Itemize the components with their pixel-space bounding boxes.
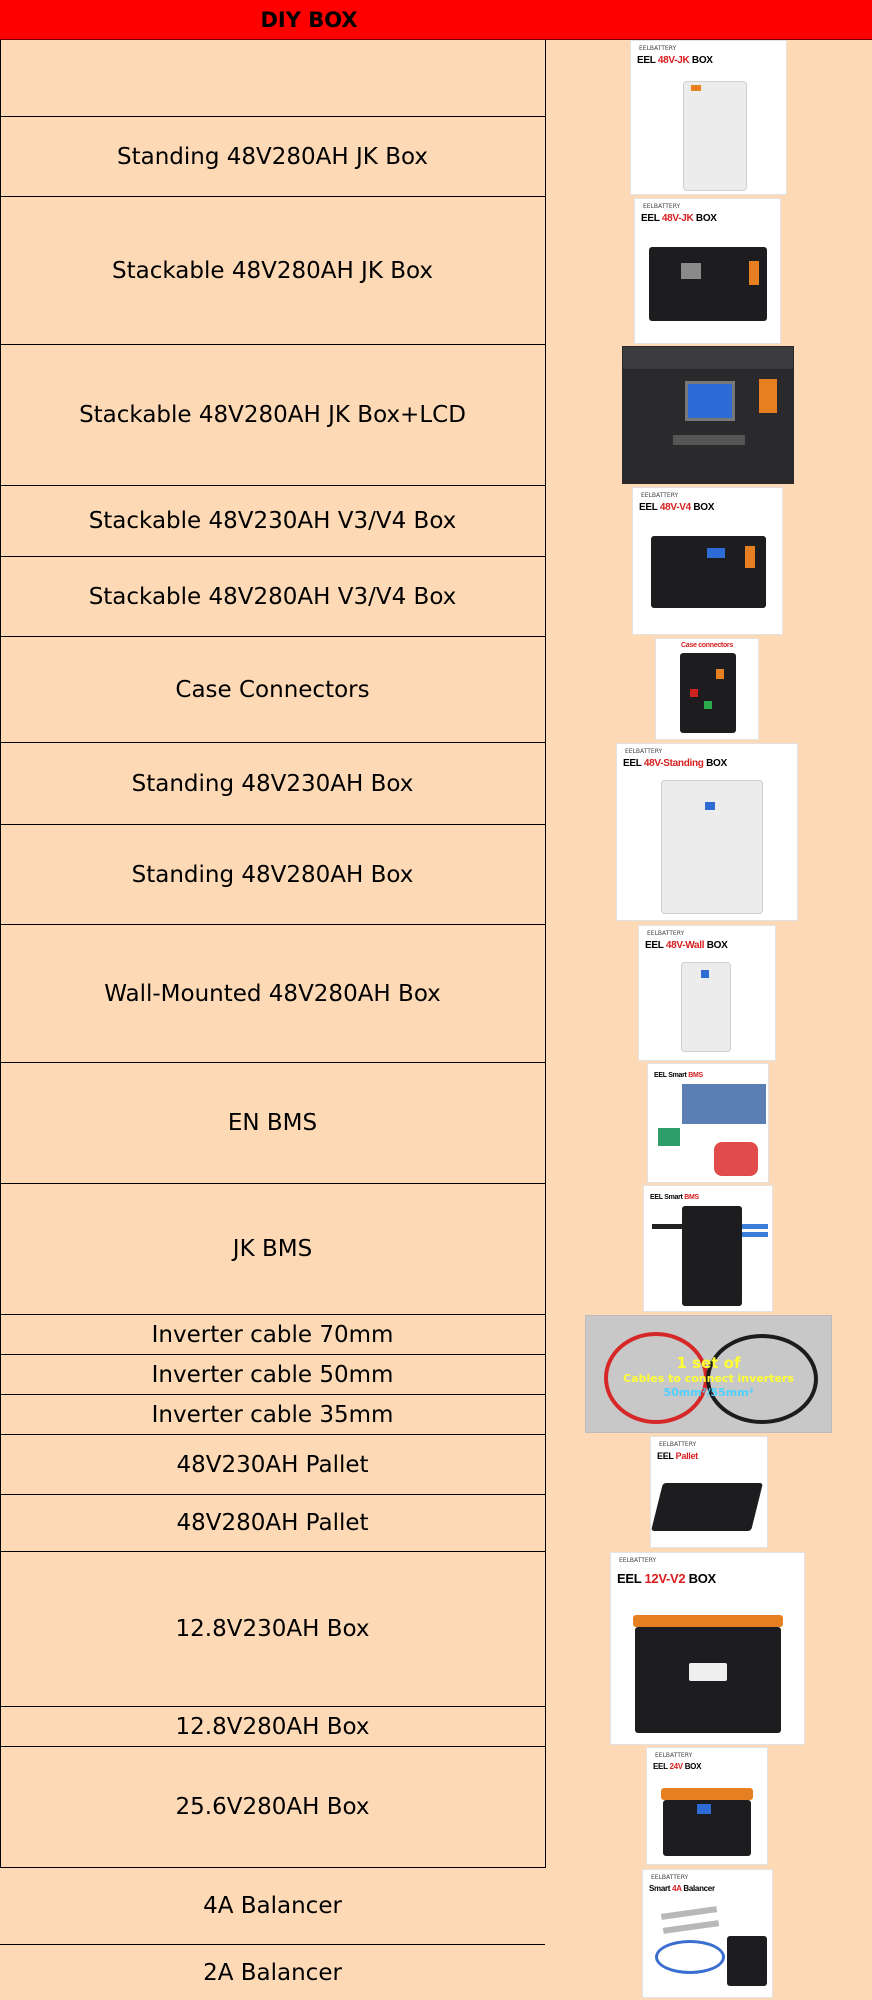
table-header [0,0,872,40]
row-label: 2A Balancer [203,1959,342,1986]
product-title: Case connectors [681,642,733,649]
table-row [0,40,545,117]
row-label: EN BMS [227,1110,318,1136]
table-row [0,1063,545,1184]
pallet-tray-shape [651,1483,763,1531]
row-label: Stackable 48V280AH V3/V4 Box [88,583,457,610]
product-image-stackable-jk-lcd-box [622,346,794,484]
row-label: Case Connectors [175,676,370,703]
row-label: Inverter cable 70mm [151,1321,394,1348]
row-label: 12.8V280AH Box [175,1713,370,1740]
connector-board-shape [680,653,736,733]
display-panel-shape [697,1804,711,1814]
row-label: 48V280AH Pallet [176,1510,369,1536]
product-image-standing-box [616,743,798,921]
brand-label: EELBATTERY [651,1874,689,1881]
brand-label: EELBATTERY [655,1752,693,1759]
table-row [0,743,545,825]
product-title: EEL Smart BMS [654,1072,703,1079]
battery-lid-shape [661,1788,753,1800]
product-image-stackable-jk-box [634,198,781,344]
table-row [0,1495,545,1552]
bms-display-shape [658,1128,680,1146]
table-row [0,1395,545,1435]
header-title: DIY BOX [260,8,358,32]
product-image-standing-jk-box [630,40,787,195]
product-title: EEL 12V-V2 BOX [617,1571,716,1586]
table-row [0,1355,545,1395]
table-row [0,825,545,925]
row-label: Standing 48V280AH JK Box [117,143,428,170]
brand-label: EELBATTERY [639,45,677,52]
brand-label: EELBATTERY [641,492,679,499]
brand-label: EELBATTERY [625,748,663,755]
row-label: Inverter cable 35mm [151,1401,394,1428]
busbar-shape [663,1920,719,1934]
busbar-shape [661,1906,717,1920]
battery-logo-shape [689,1663,727,1681]
product-image-en-bms [647,1063,769,1183]
table-row [0,1945,545,2000]
product-image-jk-bms [643,1185,773,1312]
product-title: EEL Smart BMS [650,1194,699,1201]
battery-box-shape [683,81,747,191]
table-row [0,1552,545,1707]
table-row [0,637,545,743]
display-panel-shape [701,970,709,978]
product-image-12v-box [610,1552,805,1745]
product-title: EEL 48V-Standing BOX [623,758,727,769]
row-label: 25.6V280AH Box [175,1794,370,1820]
connector-shape [704,701,712,709]
row-label: Stackable 48V280AH JK Box [112,257,433,284]
product-image-case-connectors [655,638,759,740]
breaker-shape [759,379,777,413]
row-label: 4A Balancer [203,1893,342,1919]
battery-top-shape [623,347,794,369]
table-row [0,117,545,197]
bms-cable-shape [714,1142,758,1176]
product-image-inverter-cables [585,1315,832,1433]
table-row [0,486,545,557]
product-title: EEL 48V-Wall BOX [645,940,728,951]
brand-label: EELBATTERY [647,930,685,937]
row-label: Standing 48V280AH Box [131,861,414,888]
row-label: Standing 48V230AH Box [131,770,414,797]
row-label: Wall-Mounted 48V280AH Box [104,980,441,1007]
product-title: EEL 48V-JK BOX [637,55,713,66]
product-title: Smart 4A Balancer [649,1884,715,1893]
product-image-24v-box [646,1747,768,1865]
row-label: JK BMS [232,1236,313,1262]
brand-label: EELBATTERY [619,1557,657,1564]
product-image-pallet [650,1436,768,1548]
terminal-row-shape [673,435,745,445]
row-label: Stackable 48V280AH JK Box+LCD [79,402,466,428]
display-panel-shape [681,263,701,279]
table-row [0,1435,545,1495]
breaker-shape [745,546,755,568]
table-row [0,557,545,637]
bms-board-shape [682,1084,766,1124]
row-label: 12.8V230AH Box [175,1616,370,1642]
product-title: EEL 48V-V4 BOX [639,502,715,513]
table-row [0,1868,545,1945]
cable-caption-3: 50mm²/55mm² [663,1386,754,1399]
row-label: Inverter cable 50mm [151,1361,394,1388]
product-image-v4-box [632,487,783,635]
battery-lid-shape [633,1615,783,1627]
table-row [0,925,545,1063]
cable-caption-2: Cables to connect inverters [623,1372,794,1385]
balance-wire-shape [655,1940,725,1974]
table-row [0,345,545,486]
product-image-balancer [642,1869,773,1998]
row-label: 48V230AH Pallet [176,1451,369,1478]
breaker-shape [749,261,759,285]
display-panel-shape [707,548,725,558]
table-row [0,197,545,345]
brand-label: EELBATTERY [659,1441,697,1448]
cable-caption-1: 1 set of [676,1354,741,1372]
product-title: EEL 24V BOX [653,1762,702,1771]
product-title: EEL Pallet [657,1451,698,1461]
connector-shape [716,669,724,679]
brand-label: EELBATTERY [643,203,681,210]
bms-box-shape [682,1206,742,1306]
lcd-screen-shape [685,381,735,421]
display-panel-shape [705,802,715,810]
bms-lead-shape [652,1224,682,1229]
table-row [0,1747,545,1868]
battery-handle-shape [691,85,701,91]
table-row [0,1707,545,1747]
product-image-wall-mounted-box [638,925,776,1061]
battery-box-shape [661,780,763,914]
bms-lead-shape [742,1232,768,1237]
table-row [0,1184,545,1315]
grid-line-right [545,40,546,1868]
table-row [0,1315,545,1355]
balancer-board-shape [727,1936,767,1986]
bms-lead-shape [742,1224,768,1229]
product-title: EEL 48V-JK BOX [641,213,717,224]
row-label: Stackable 48V230AH V3/V4 Box [88,508,457,534]
connector-shape [690,689,698,697]
